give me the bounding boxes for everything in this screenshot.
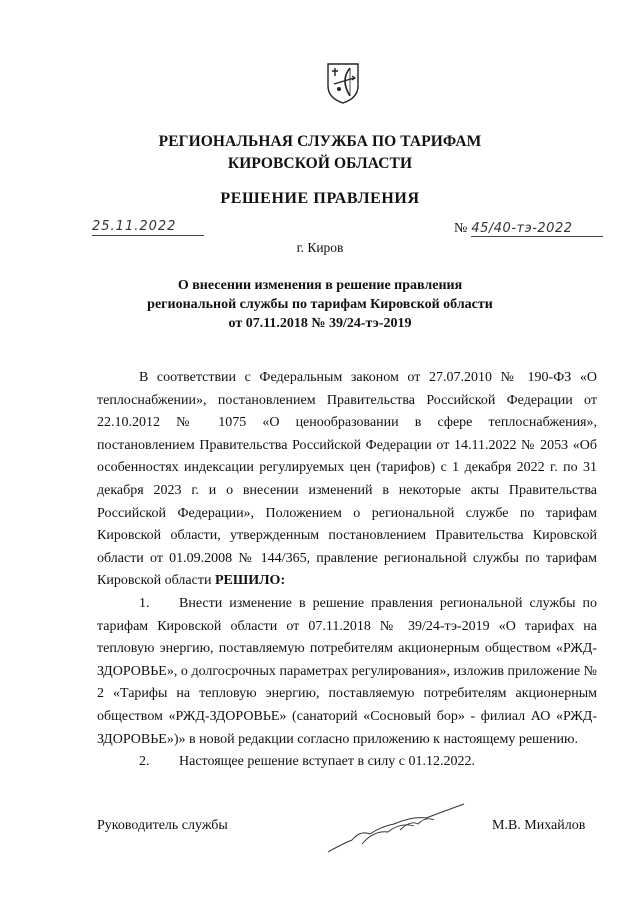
number-value: 45/40-тэ-2022: [471, 221, 603, 237]
subject-line-1: О внесении изменения в решение правления: [177, 278, 463, 293]
decision-title: РЕШЕНИЕ ПРАВЛЕНИЯ: [220, 190, 420, 207]
org-line-1: РЕГИОНАЛЬНАЯ СЛУЖБА ПО ТАРИФАМ: [158, 133, 482, 150]
item-1-text: Внести изменение в решение правления региональной службы по тарифам Кировской области от 07.11.2018 № 39/24-тэ-2019 «О тарифах на тепловую энергию, поставляемую потребителям акционерным обществом «РЖД-ЗДОРОВЬЕ», о долгосрочных параметрах регулирования», изложив приложение № 2 «Тарифы на тепловую энергию, поставляемую потребителям акционерным обществом «РЖД-ЗДОРОВЬЕ» (санаторий «Сосновый бор» - филиал АО «РЖД-ЗДОРОВЬЕ»)» в новой редакции согласно приложению к настоящему решению.: [97, 595, 597, 747]
preamble-paragraph: [97, 367, 597, 593]
item-2-text: Настоящее решение вступает в силу с 01.12.2022.: [179, 754, 475, 770]
subject-line-2: региональной службы по тарифам Кировской области: [147, 297, 493, 312]
org-line-2: КИРОВСКОЙ ОБЛАСТИ: [227, 155, 413, 172]
number-sign: №: [454, 221, 468, 236]
item-2: [97, 751, 597, 774]
subject-title: [0, 276, 640, 333]
resolved-word: РЕШИЛО:: [214, 573, 286, 589]
kirov-coat-of-arms-icon: [326, 62, 360, 104]
item-1-number: 1.: [139, 595, 150, 611]
signer-position: Руководитель службы: [97, 818, 228, 833]
decision-number: [454, 219, 603, 237]
item-1: [97, 593, 597, 751]
preamble-text: В соответствии с Федеральным законом от 27.07.2010 № 190-ФЗ «О теплоснабжении», постановлением Правительства Российской Федерации от 22.10.2012 № 1075 «О ценообразовании в сфере теплоснабжения», постановлением Правительства Российской Федерации от 14.11.2022 № 2053 «Об особенностях индексации регулируемых цен (тарифов) с 1 декабря 2022 г. по 31 декабря 2023 г. и о внесении изменений в некоторые акты Правительства Российской Федерации», Положением о региональной службе по тарифам Кировской области, утвержденным постановлением Правительства Кировской области от 01.09.2008 № 144/365, правление региональной службы по тарифам Кировской области: [97, 370, 597, 589]
decision-date: 25.11.2022: [92, 219, 204, 236]
handwritten-signature-icon: [322, 800, 472, 862]
city: г. Киров: [296, 240, 344, 255]
subject-line-3: от 07.11.2018 № 39/24-тэ-2019: [228, 316, 412, 331]
item-2-number: 2.: [139, 754, 150, 770]
document-body: [97, 367, 597, 774]
organization-name: [0, 131, 640, 175]
signer-name: М.В. Михайлов: [492, 818, 586, 833]
